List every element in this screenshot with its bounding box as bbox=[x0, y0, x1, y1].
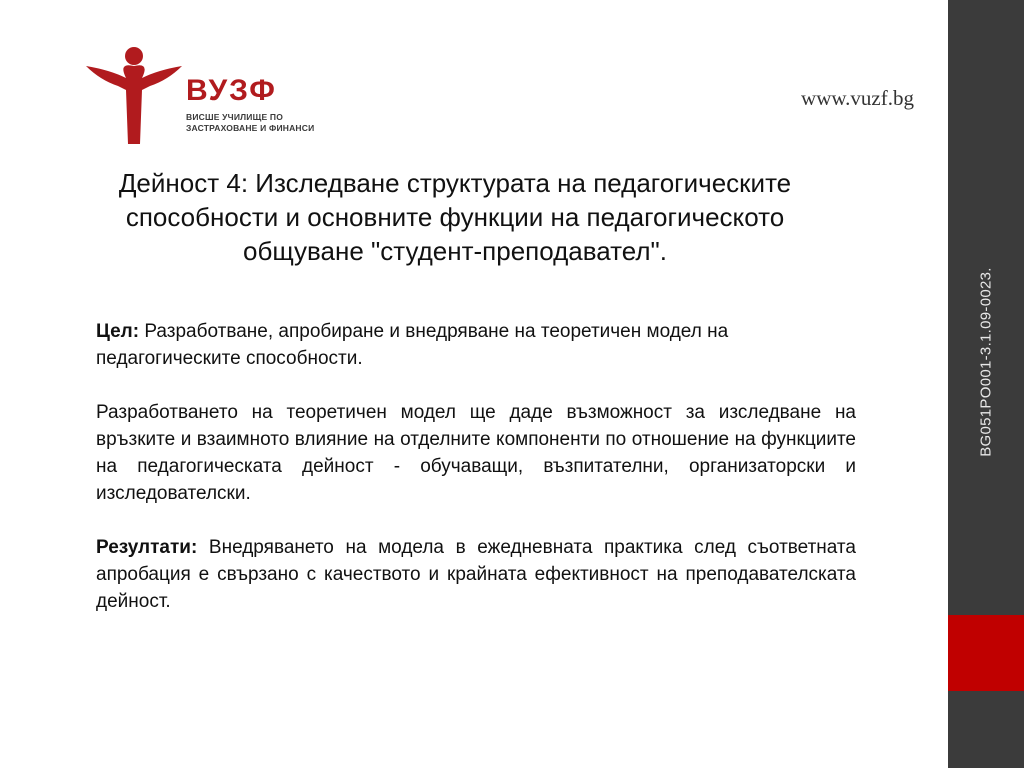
human-figure-logo-icon bbox=[84, 44, 184, 148]
slide-title: Дейност 4: Изследване структурата на педагогическите способности и основните функции на педагогическото общуване "студент-преподавател". bbox=[118, 168, 792, 266]
sidebar-red-accent bbox=[948, 615, 1024, 691]
results-label: Резултати: bbox=[96, 537, 198, 558]
vuzf-logo bbox=[84, 44, 344, 148]
right-sidebar bbox=[948, 0, 1024, 768]
goal-paragraph bbox=[96, 318, 856, 372]
logo-subtitle-line1: ВИСШЕ УЧИЛИЩЕ ПО bbox=[186, 112, 284, 122]
results-text: Внедряването на модела в ежедневната практика след съответната апробация е свързано с качеството и крайната ефективност на преподавателската дейност. bbox=[96, 537, 856, 612]
goal-text: Разработване, апробиране и внедряване на теоретичен модел на педагогическите способности. bbox=[96, 321, 729, 369]
website-link[interactable]: www.vuzf.bg bbox=[801, 86, 914, 110]
logo-subtitle-line2: ЗАСТРАХОВАНЕ И ФИНАНСИ bbox=[186, 123, 315, 133]
goal-label: Цел: bbox=[96, 321, 140, 342]
logo-name: ВУЗФ bbox=[186, 74, 277, 107]
project-code: BG051PO001-3.1.09-0023. bbox=[977, 267, 995, 457]
results-paragraph bbox=[96, 534, 856, 615]
description-paragraph: Разработването на теоретичен модел ще даде възможност за изследване на връзките и взаимното влияние на отделните компоненти по отношение на функциите на педагогическата дейност - обучаващи, възпитателни, организаторски и изследователски. bbox=[96, 402, 856, 504]
body-text bbox=[96, 318, 856, 642]
